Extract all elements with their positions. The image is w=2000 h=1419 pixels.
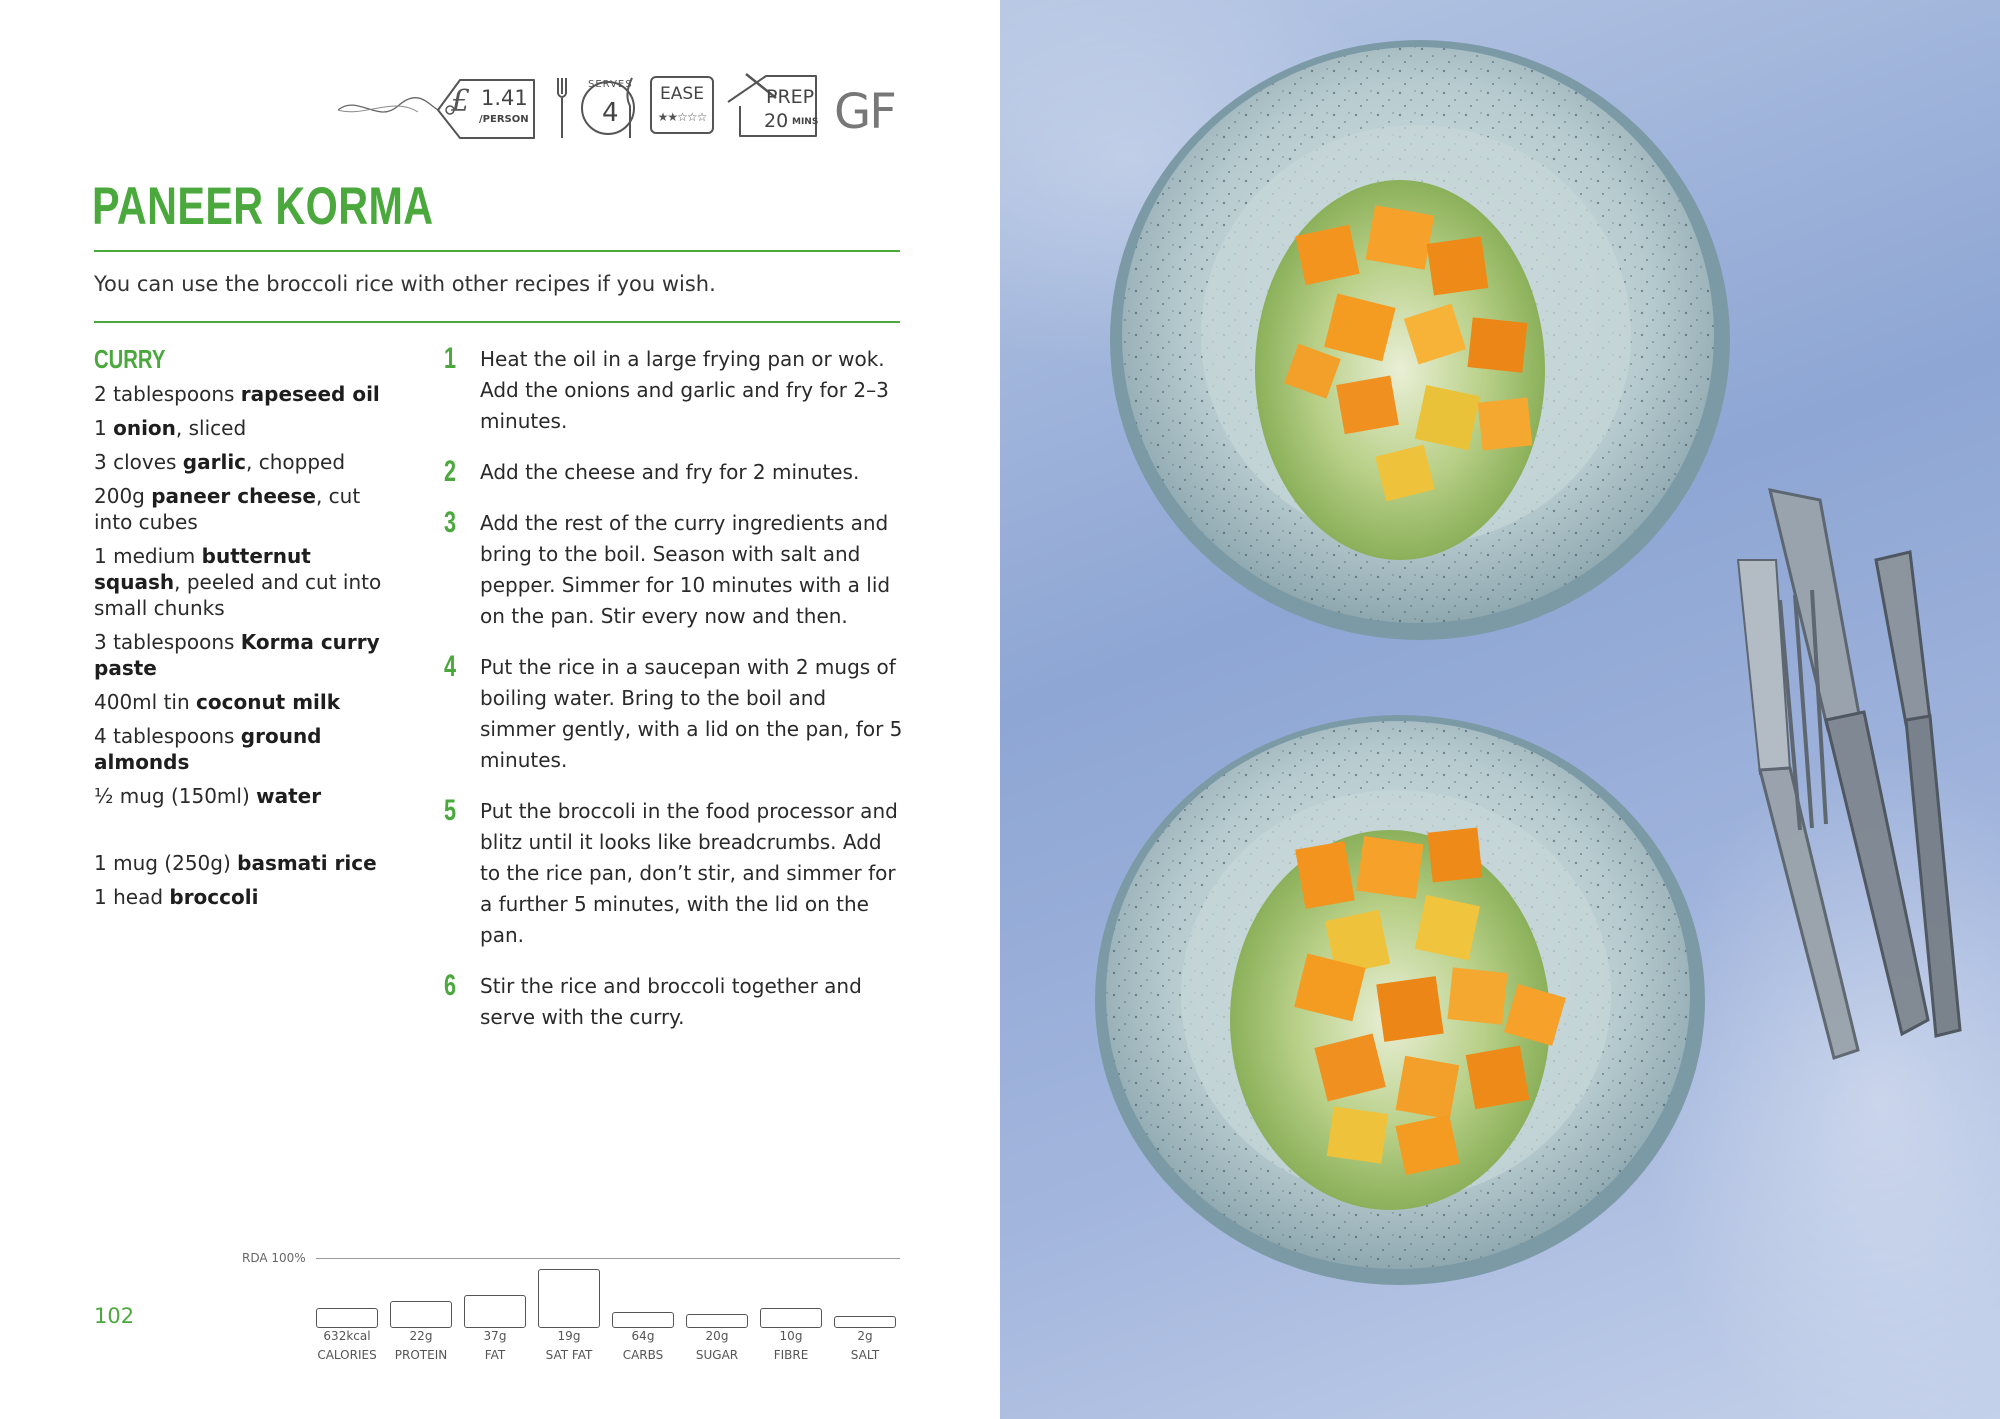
ingredient-item: [94, 629, 404, 681]
step-number: 5: [444, 794, 457, 827]
ingredient-item: [94, 381, 404, 407]
ingredient-prep: , peeled and cut into small chunks: [94, 570, 382, 620]
ease-badge: [650, 76, 714, 134]
nutrient-protein: [390, 1258, 452, 1364]
nutrient-label: PROTEIN: [394, 1348, 448, 1362]
paneer-korma-photo: [1000, 0, 2000, 1419]
method-step: [444, 344, 904, 437]
nutrient-salt: [834, 1258, 896, 1364]
nutrient-value: 632kcal: [323, 1329, 371, 1343]
ingredient-name: butternut squash: [94, 544, 311, 594]
ingredient-name: onion: [113, 416, 176, 440]
ingredient-quantity: 3 tablespoons: [94, 630, 241, 654]
nutrient-value: 2g: [857, 1329, 873, 1343]
ingredient-name: Korma curry paste: [94, 630, 380, 680]
ingredient-quantity: 3 cloves: [94, 450, 183, 474]
page-number: 102: [94, 1304, 135, 1328]
step-number: 3: [444, 506, 457, 539]
ingredient-quantity: 1 head: [94, 885, 170, 909]
nutrient-bar: [316, 1308, 378, 1328]
nutrient-sat-fat: [538, 1258, 600, 1364]
step-text: Heat the oil in a large frying pan or wok. Add the onions and garlic and fry for 2–3 minutes.: [480, 347, 889, 433]
divider: [94, 250, 900, 252]
step-text: Add the cheese and fry for 2 minutes.: [480, 460, 860, 484]
step-text: Add the rest of the curry ingredients and bring to the boil. Season with salt and pepper. Simmer for 10 minutes with a lid on the pan. Stir every now and then.: [480, 511, 891, 628]
ingredient-name: broccoli: [169, 885, 259, 909]
serves-badge: [552, 72, 636, 142]
ingredients-list: [94, 344, 404, 918]
nutrient-fibre: [760, 1258, 822, 1364]
ingredient-name: water: [256, 784, 322, 808]
ingredient-name: basmati rice: [237, 851, 377, 875]
ease-rating-stars: ★★☆☆☆: [657, 110, 707, 124]
price-currency: £: [451, 84, 471, 119]
ingredient-item: [94, 689, 404, 715]
ingredient-name: paneer cheese: [151, 484, 316, 508]
nutrient-label: FAT: [484, 1348, 506, 1362]
price-value: 1.41: [481, 86, 528, 110]
ingredient-quantity: ½ mug (150ml): [94, 784, 257, 808]
gluten-free-label: GF: [834, 84, 895, 140]
divider: [94, 321, 900, 323]
method-step: [444, 652, 904, 776]
ingredient-item: [94, 723, 404, 775]
nutrient-value: 64g: [631, 1329, 655, 1343]
bowl-top: [1110, 40, 1730, 640]
nutrient-label: FIBRE: [773, 1348, 809, 1362]
ingredient-quantity: 1 medium: [94, 544, 202, 568]
ingredient-item: [94, 483, 404, 535]
nutrient-value: 37g: [483, 1329, 507, 1343]
nutrient-label: CARBS: [622, 1348, 664, 1362]
ingredients-heading: CURRY: [94, 344, 166, 374]
nutrient-bar: [760, 1308, 822, 1328]
method-step: [444, 971, 904, 1033]
nutrient-bar: [538, 1269, 600, 1328]
step-number: 4: [444, 650, 457, 683]
nutrient-label: SAT FAT: [545, 1348, 593, 1362]
dish-photo: [1000, 0, 2000, 1419]
nutrient-value: 20g: [705, 1329, 729, 1343]
recipe-intro: You can use the broccoli rice with other recipes if you wish.: [94, 272, 716, 296]
nutrient-value: 19g: [557, 1329, 581, 1343]
ingredient-quantity: 400ml tin: [94, 690, 197, 714]
nutrient-calories: [316, 1258, 378, 1364]
ease-label: EASE: [660, 84, 704, 104]
ingredient-item: [94, 850, 404, 876]
method-steps: [444, 344, 904, 1053]
nutrient-sugar: [686, 1258, 748, 1364]
method-step: [444, 457, 904, 488]
ingredient-quantity: 4 tablespoons: [94, 724, 241, 748]
nutrient-bar: [612, 1312, 674, 1328]
serves-value: 4: [602, 98, 619, 128]
nutrient-bar: [686, 1314, 748, 1328]
ingredient-quantity: 200g: [94, 484, 152, 508]
nutrient-bar: [464, 1295, 526, 1328]
prep-unit: MINS: [792, 117, 819, 127]
ingredient-item: [94, 783, 404, 809]
nutrient-carbs: [612, 1258, 674, 1364]
prep-label: PREP: [766, 86, 815, 108]
nutrient-fat: [464, 1258, 526, 1364]
step-text: Stir the rice and broccoli together and serve with the curry.: [480, 974, 862, 1029]
ingredient-prep: , sliced: [175, 416, 247, 440]
nutrition-chart: [316, 1258, 900, 1364]
ingredient-quantity: 2 tablespoons: [94, 382, 241, 406]
ingredient-name: rapeseed oil: [240, 382, 380, 406]
rda-label: RDA 100%: [242, 1251, 306, 1265]
prep-value: 20: [764, 110, 789, 132]
nutrient-bar: [834, 1316, 896, 1328]
ingredient-quantity: 1 mug (250g): [94, 851, 238, 875]
bowl-bottom: [1095, 715, 1705, 1285]
ingredient-prep: , chopped: [246, 450, 346, 474]
cutlery: [1738, 490, 1960, 1058]
step-number: 1: [444, 342, 457, 375]
ingredient-item: [94, 449, 404, 475]
ingredient-name: garlic: [182, 450, 247, 474]
step-text: Put the rice in a saucepan with 2 mugs of boiling water. Bring to the boil and simmer gently, with a lid on the pan, for 5 minutes.: [480, 655, 903, 772]
price-tag: [338, 74, 536, 140]
ingredient-item: [94, 884, 404, 910]
prep-badge: [726, 72, 822, 138]
nutrient-label: SALT: [850, 1348, 880, 1362]
serves-label: SERVES: [588, 79, 633, 90]
price-unit: /PERSON: [479, 114, 529, 125]
step-number: 6: [444, 969, 457, 1002]
ingredient-name: ground almonds: [94, 724, 322, 774]
ingredient-name: coconut milk: [196, 690, 341, 714]
recipe-title: PANEER KORMA: [92, 177, 434, 236]
nutrient-bar: [390, 1301, 452, 1328]
nutrient-value: 10g: [779, 1329, 803, 1343]
method-step: [444, 508, 904, 632]
nutrient-value: 22g: [409, 1329, 433, 1343]
nutrient-label: SUGAR: [695, 1348, 739, 1362]
ingredient-quantity: 1: [94, 416, 114, 440]
step-text: Put the broccoli in the food processor and blitz until it looks like breadcrumbs. Add to the rice pan, don’t stir, and simmer for a further 5 minutes, with the lid on the pan.: [480, 799, 898, 947]
ingredient-prep: , cut into cubes: [94, 484, 361, 534]
recipe-badges: [338, 72, 900, 142]
method-step: [444, 796, 904, 951]
nutrient-label: CALORIES: [317, 1348, 377, 1362]
step-number: 2: [444, 455, 457, 488]
ingredient-item: [94, 543, 404, 621]
ingredient-item: [94, 415, 404, 441]
